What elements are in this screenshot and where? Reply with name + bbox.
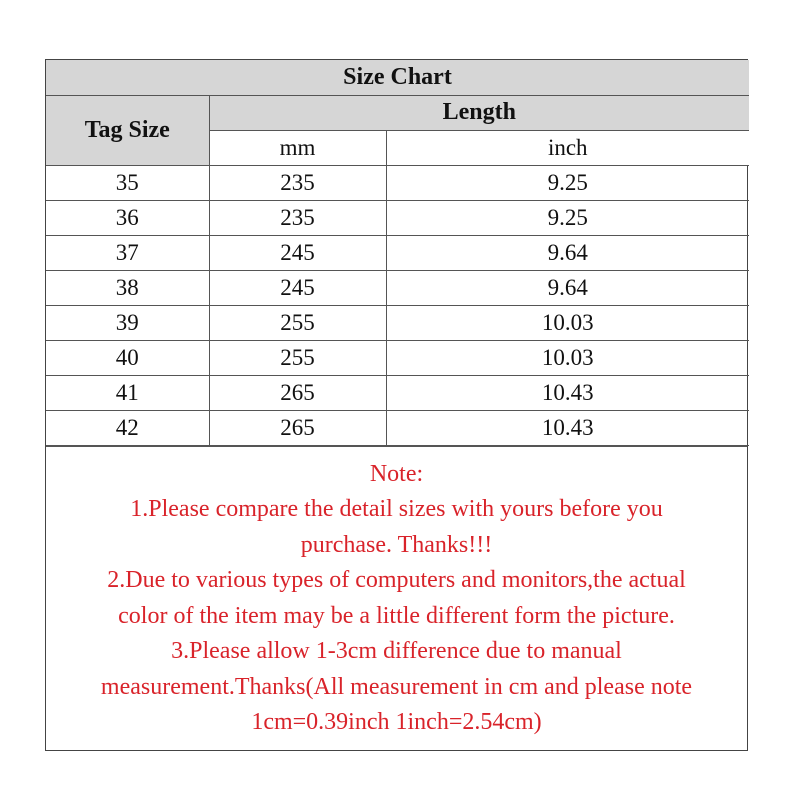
note-line: measurement.Thanks(All measurement in cm and please note bbox=[100, 673, 693, 700]
note-line: 3.Please allow 1-3cm difference due to manual bbox=[171, 638, 622, 664]
note-heading: Note: bbox=[369, 460, 424, 487]
mm-cell: 255 bbox=[209, 340, 386, 375]
inch-cell: 9.64 bbox=[386, 270, 749, 305]
note-line: 2.Due to various types of computers and monitors,the actual bbox=[107, 567, 686, 593]
mm-header: mm bbox=[209, 130, 386, 165]
inch-cell: 9.25 bbox=[386, 200, 749, 235]
table-row bbox=[46, 200, 749, 235]
table-row bbox=[46, 340, 749, 375]
inch-header: inch bbox=[386, 130, 749, 165]
table-row bbox=[46, 375, 749, 410]
size-chart bbox=[45, 59, 748, 751]
inch-cell: 10.03 bbox=[386, 305, 749, 340]
tag-cell: 41 bbox=[46, 375, 209, 410]
tag-size-header: Tag Size bbox=[46, 95, 209, 165]
inch-cell: 10.03 bbox=[386, 340, 749, 375]
inch-cell: 9.64 bbox=[386, 235, 749, 270]
inch-cell: 10.43 bbox=[386, 410, 749, 445]
mm-cell: 265 bbox=[209, 375, 386, 410]
table-title: Size Chart bbox=[46, 60, 749, 95]
table-row bbox=[46, 410, 749, 445]
length-header: Length bbox=[209, 95, 749, 130]
tag-cell: 42 bbox=[46, 410, 209, 445]
note-line: 1.Please compare the detail sizes with yours before you bbox=[130, 496, 663, 522]
table-row bbox=[46, 305, 749, 340]
table-row bbox=[46, 270, 749, 305]
tag-cell: 36 bbox=[46, 200, 209, 235]
mm-cell: 245 bbox=[209, 235, 386, 270]
mm-cell: 265 bbox=[209, 410, 386, 445]
mm-cell: 245 bbox=[209, 270, 386, 305]
tag-cell: 35 bbox=[46, 165, 209, 200]
mm-cell: 255 bbox=[209, 305, 386, 340]
note-block bbox=[46, 446, 747, 743]
inch-cell: 10.43 bbox=[386, 375, 749, 410]
note-line: purchase. Thanks!!! bbox=[300, 531, 493, 558]
note-line: color of the item may be a little different form the picture. bbox=[118, 602, 675, 629]
size-table bbox=[46, 60, 749, 446]
mm-cell: 235 bbox=[209, 200, 386, 235]
table-row bbox=[46, 235, 749, 270]
inch-cell: 9.25 bbox=[386, 165, 749, 200]
table-row bbox=[46, 165, 749, 200]
tag-cell: 37 bbox=[46, 235, 209, 270]
tag-cell: 38 bbox=[46, 270, 209, 305]
tag-cell: 40 bbox=[46, 340, 209, 375]
tag-cell: 39 bbox=[46, 305, 209, 340]
note-line: 1cm=0.39inch 1inch=2.54cm) bbox=[251, 709, 542, 735]
mm-cell: 235 bbox=[209, 165, 386, 200]
